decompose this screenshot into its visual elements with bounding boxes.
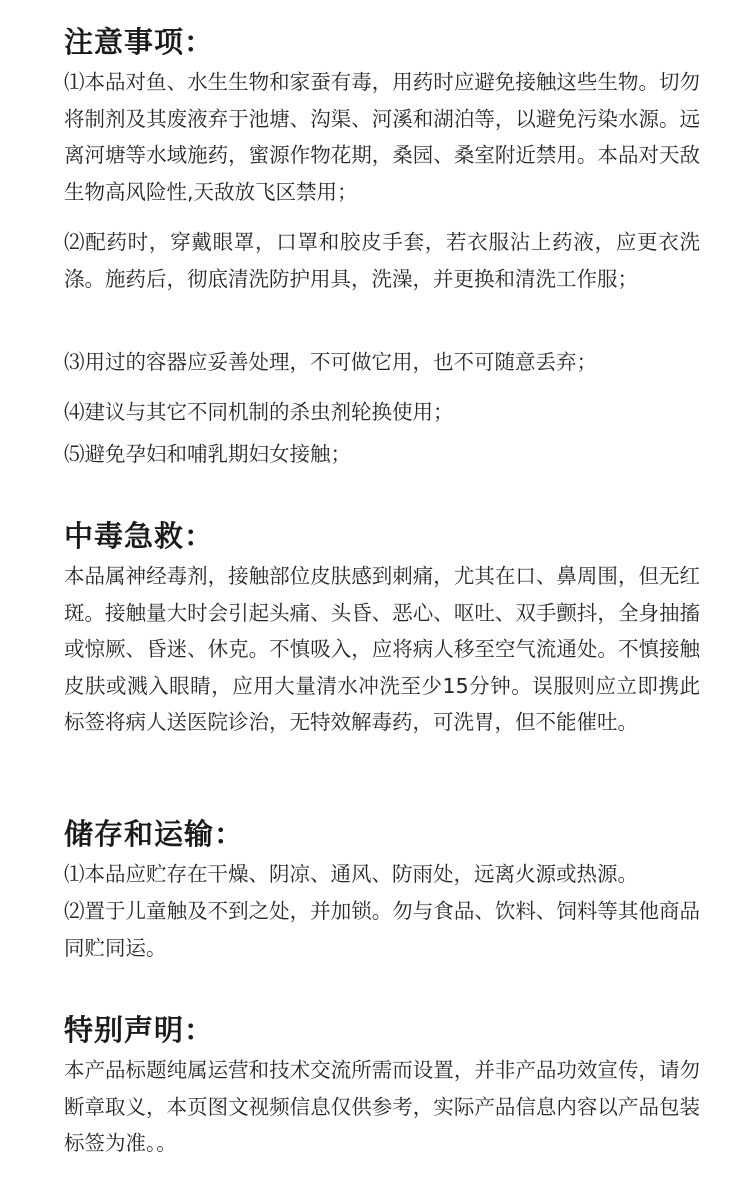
first-aid-text: 本品属神经毒剂，接触部位皮肤感到刺痛，尤其在口、鼻周围，但无红斑。接触量大时会引起头痛、头昏、恶心、呕吐、双手颤抖，全身抽搐或惊厥、昏迷、休克。不慎吸入，应将病人移至空气流通处。不慎接触皮肤或溅入眼睛，应用大量清水冲洗至少15分钟。误服则应立即携此标签将病人送医院诊治，无特效解毒药，可洗胃，但不能催吐。: [64, 564, 700, 734]
storage-item-2: ⑵置于儿童触及不到之处，并加锁。勿与食品、饮料、饲料等其他商品同贮同运。: [64, 899, 700, 960]
precautions-item-3: ⑶用过的容器应妥善处理，不可做它用，也不可随意丢弃；: [64, 350, 597, 374]
storage-transport-heading: 储存和运输：: [64, 817, 245, 851]
precautions-item-1: ⑴本品对鱼、水生生物和家蚕有毒，用药时应避免接触这些生物。切勿将制剂及其废液弃于池塘、沟渠、河溪和湖泊等，以避免污染水源。远离河塘等水域施药，蜜源作物花期，桑园、桑室附近禁用。本品对天敌生物高风险性,天敌放飞区禁用；: [64, 70, 700, 204]
disclaimer-text: 本产品标题纯属运营和技术交流所需而设置，并非产品功效宣传，请勿断章取义，本页图文视频信息仅供参考，实际产品信息内容以产品包装标签为准。。: [64, 1058, 700, 1155]
precautions-item-4: ⑷建议与其它不同机制的杀虫剂轮换使用；: [64, 400, 454, 424]
disclaimer-heading: 特别声明：: [64, 1013, 215, 1047]
precautions-item-5: ⑸避免孕妇和哺乳期妇女接触；: [64, 442, 351, 466]
storage-item-1: ⑴本品应贮存在干燥、阴凉、通风、防雨处，远离火源或热源。: [64, 862, 638, 886]
first-aid-heading: 中毒急救：: [64, 519, 215, 553]
precautions-heading: 注意事项：: [64, 25, 215, 59]
precautions-item-2: ⑵配药时，穿戴眼罩，口罩和胶皮手套，若衣服沾上药液，应更衣洗涤。施药后，彻底清洗防护用具，洗澡，并更换和清洗工作服；: [64, 230, 700, 291]
